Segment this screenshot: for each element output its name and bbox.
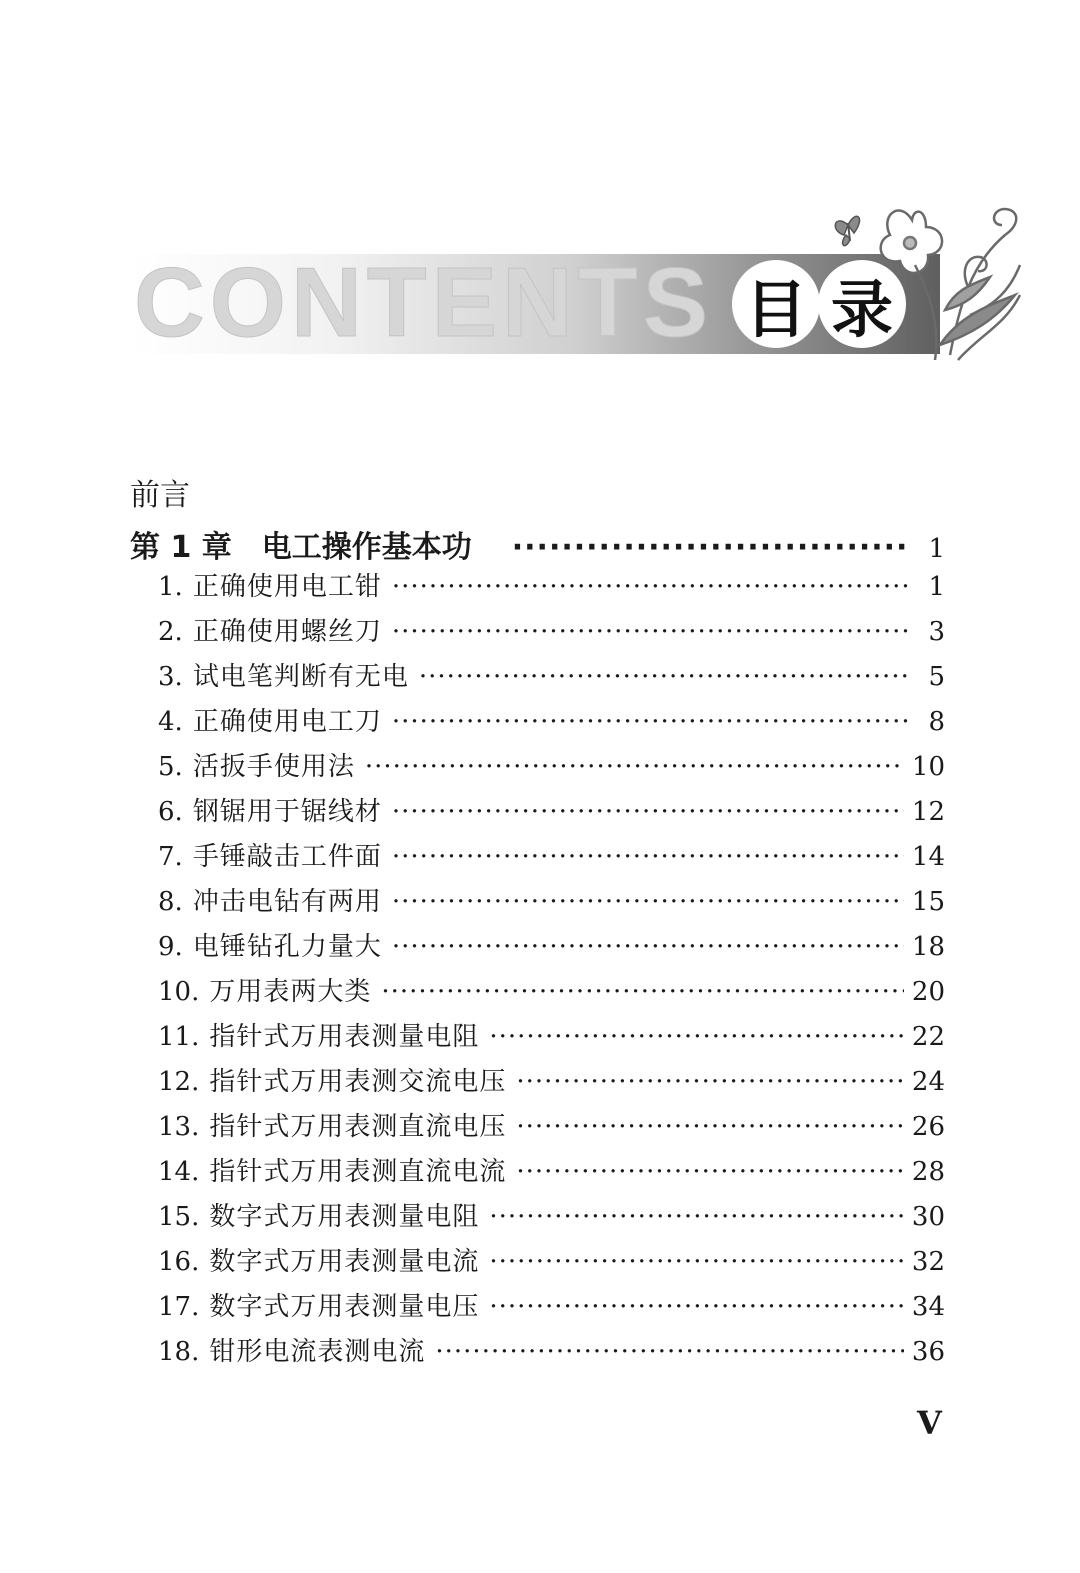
item-number: 9. — [158, 932, 183, 962]
item-number: 10. — [158, 977, 200, 1007]
toc-item — [158, 791, 945, 833]
item-title: 正确使用电工钳 — [192, 572, 382, 602]
item-number: 2. — [158, 617, 183, 647]
toc-item — [158, 1286, 945, 1328]
item-title: 试电笔判断有无电 — [192, 662, 409, 692]
item-title: 指针式万用表测直流电流 — [209, 1157, 507, 1187]
dot-leader — [392, 932, 904, 962]
item-number: 13. — [158, 1112, 200, 1142]
item-title: 万用表两大类 — [209, 977, 372, 1007]
item-title: 正确使用螺丝刀 — [192, 617, 382, 647]
banner-contents-word: CONTENTS — [134, 247, 713, 357]
item-page: 24 — [911, 1067, 945, 1097]
page-folio: V — [917, 1404, 942, 1442]
item-page: 3 — [928, 617, 945, 647]
item-number: 17. — [158, 1292, 200, 1322]
dot-leader — [392, 707, 909, 737]
dot-leader — [435, 1337, 904, 1367]
toc-item — [158, 1016, 945, 1058]
item-number: 7. — [158, 842, 183, 872]
dot-leader — [489, 1202, 904, 1232]
item-number: 15. — [158, 1202, 200, 1232]
dot-leader — [392, 887, 904, 917]
item-title: 钳形电流表测电流 — [209, 1337, 426, 1367]
item-number: 3. — [158, 662, 183, 692]
toc-item — [158, 1331, 945, 1373]
item-number: 8. — [158, 887, 183, 917]
item-page: 20 — [911, 977, 945, 1007]
item-page: 36 — [911, 1337, 945, 1367]
dot-leader — [392, 842, 904, 872]
item-number: 11. — [158, 1022, 200, 1052]
toc-item — [158, 1151, 945, 1193]
item-title: 指针式万用表测直流电压 — [209, 1112, 507, 1142]
item-number: 6. — [158, 797, 183, 827]
item-number: 16. — [158, 1247, 200, 1277]
item-title: 手锤敲击工件面 — [192, 842, 382, 872]
item-page: 1 — [928, 572, 945, 602]
dot-leader — [392, 797, 904, 827]
item-title: 冲击电钻有两用 — [192, 887, 382, 917]
item-title: 正确使用电工刀 — [192, 707, 382, 737]
toc-item — [158, 1241, 945, 1283]
toc-item — [158, 881, 945, 923]
dot-leader — [516, 1112, 904, 1142]
dot-leader — [365, 752, 904, 782]
banner-char-circle-1: 目 — [732, 260, 820, 348]
dot-leader — [392, 572, 909, 602]
dot-leader — [516, 1157, 904, 1187]
toc-item — [158, 926, 945, 968]
dot-leader — [512, 530, 909, 565]
item-page: 34 — [911, 1292, 945, 1322]
toc-item — [158, 971, 945, 1013]
dot-leader — [419, 662, 909, 692]
item-number: 1. — [158, 572, 183, 602]
item-page: 8 — [928, 707, 945, 737]
item-title: 钢锯用于锯线材 — [192, 797, 382, 827]
dot-leader — [489, 1022, 904, 1052]
dot-leader — [381, 977, 904, 1007]
item-page: 32 — [911, 1247, 945, 1277]
toc-chapter-row — [130, 522, 945, 564]
item-title: 指针式万用表测量电阻 — [209, 1022, 480, 1052]
item-title: 数字式万用表测量电压 — [209, 1292, 480, 1322]
item-page: 12 — [911, 797, 945, 827]
item-page: 5 — [928, 662, 945, 692]
item-title: 电锤钻孔力量大 — [192, 932, 382, 962]
item-title: 活扳手使用法 — [192, 752, 355, 782]
toc-item — [158, 1106, 945, 1148]
item-page: 22 — [911, 1022, 945, 1052]
item-page: 18 — [911, 932, 945, 962]
item-number: 4. — [158, 707, 183, 737]
toc-item — [158, 566, 945, 608]
item-number: 12. — [158, 1067, 200, 1097]
item-number: 14. — [158, 1157, 200, 1187]
toc-item — [158, 746, 945, 788]
toc-item — [158, 611, 945, 653]
item-title: 数字式万用表测量电阻 — [209, 1202, 480, 1232]
chapter-title: 第 1 章 电工操作基本功 — [130, 530, 472, 565]
contents-banner — [130, 247, 940, 357]
item-page: 15 — [911, 887, 945, 917]
item-page: 26 — [911, 1112, 945, 1142]
item-page: 28 — [911, 1157, 945, 1187]
toc-item — [158, 836, 945, 878]
item-title: 指针式万用表测交流电压 — [209, 1067, 507, 1097]
chapter-page: 1 — [928, 534, 945, 564]
toc-item — [158, 1061, 945, 1103]
floral-ornament-icon — [820, 195, 1025, 365]
item-number: 5. — [158, 752, 183, 782]
dot-leader — [392, 617, 909, 647]
item-page: 14 — [911, 842, 945, 872]
item-title: 数字式万用表测量电流 — [209, 1247, 480, 1277]
dot-leader — [489, 1292, 904, 1322]
dot-leader — [489, 1247, 904, 1277]
item-page: 30 — [911, 1202, 945, 1232]
banner-char-circle-2: 录 — [818, 260, 906, 348]
toc-item — [158, 1196, 945, 1238]
preface-heading: 前言 — [130, 478, 190, 513]
item-number: 18. — [158, 1337, 200, 1367]
toc-item — [158, 656, 945, 698]
toc-item — [158, 701, 945, 743]
item-page: 10 — [911, 752, 945, 782]
dot-leader — [516, 1067, 904, 1097]
